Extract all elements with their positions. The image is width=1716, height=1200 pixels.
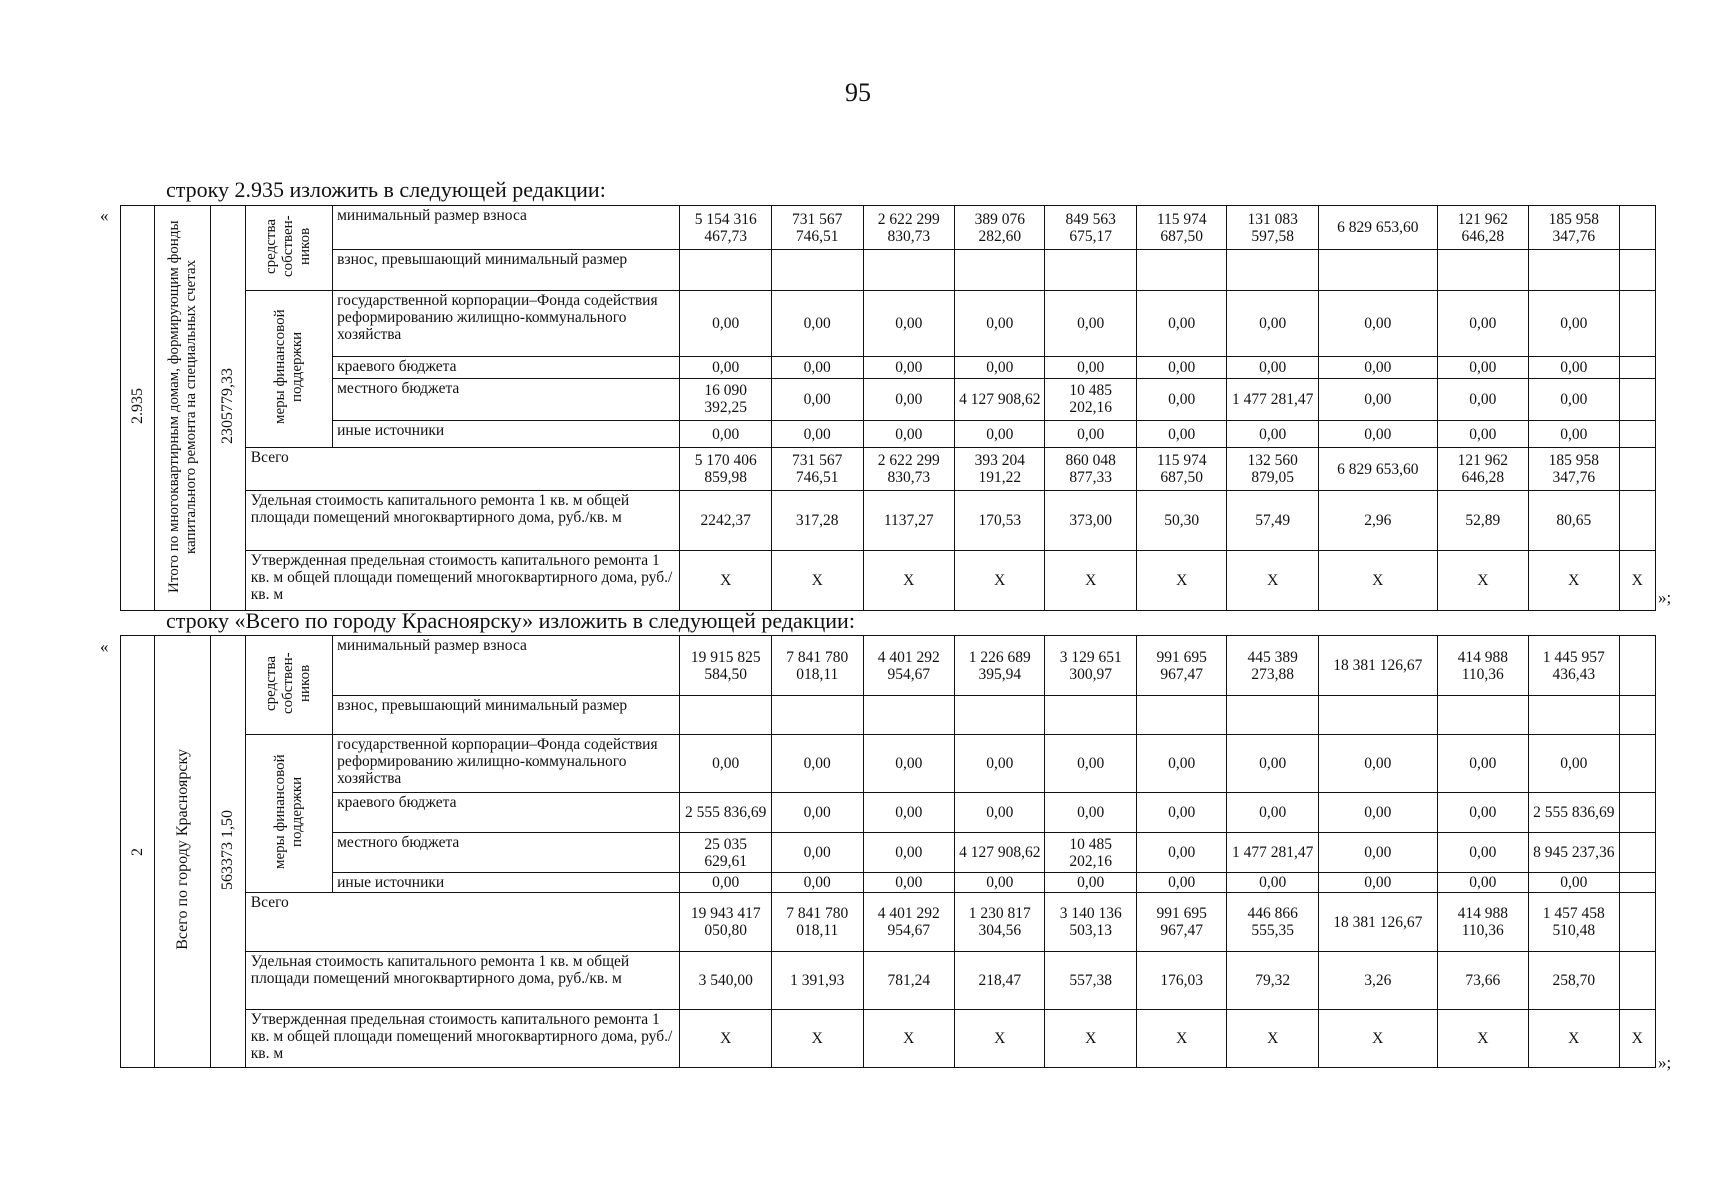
value-cell: 4 401 292 954,67 <box>863 636 955 696</box>
value-cell: X <box>680 551 772 611</box>
value-cell: 3,26 <box>1318 952 1437 1010</box>
value-cell: 10 485 202,16 <box>1045 833 1137 873</box>
value-cell: 0,00 <box>1529 873 1619 893</box>
value-cell: 0,00 <box>680 735 772 793</box>
value-cell: 1 445 957 436,43 <box>1529 636 1619 696</box>
value-cell: 1 226 689 395,94 <box>955 636 1045 696</box>
value-cell <box>1619 735 1655 793</box>
regional-label: краевого бюджета <box>333 793 680 833</box>
value-cell: 121 962 646,28 <box>1437 206 1529 250</box>
local-label: местного бюджета <box>333 378 680 421</box>
own-funds-cell <box>245 206 332 291</box>
value-cell: 0,00 <box>771 357 863 378</box>
table-row-other <box>121 421 1656 448</box>
value-cell <box>1529 696 1619 735</box>
value-cell: 0,00 <box>955 735 1045 793</box>
value-cell: 0,00 <box>1318 735 1437 793</box>
value-cell: 4 401 292 954,67 <box>863 893 955 952</box>
row-number: 2.935 <box>128 388 146 424</box>
value-cell <box>1619 250 1655 291</box>
table-row-over-min <box>121 250 1656 291</box>
value-cell <box>1318 696 1437 735</box>
value-cell <box>1619 421 1655 448</box>
value-cell: X <box>955 1010 1045 1068</box>
value-cell <box>1619 636 1655 696</box>
table-row-unit-cost <box>121 491 1656 551</box>
value-cell: 0,00 <box>1227 793 1319 833</box>
value-cell: 8 945 237,36 <box>1529 833 1619 873</box>
value-cell: 0,00 <box>1437 421 1529 448</box>
value-cell <box>1619 378 1655 421</box>
value-cell: 0,00 <box>955 291 1045 357</box>
page-number: 95 <box>845 78 871 107</box>
local-label: местного бюджета <box>333 833 680 873</box>
table-row-min-fee <box>121 636 1656 696</box>
value-cell: 0,00 <box>1318 873 1437 893</box>
over-min-label: взнос, превышающий минимальный размер <box>333 696 680 735</box>
value-cell: 7 841 780 018,11 <box>771 636 863 696</box>
value-cell: 0,00 <box>1137 378 1227 421</box>
value-cell <box>863 250 955 291</box>
unit-cost-label: Удельная стоимость капитального ремонта 1 кв. м общей площади помещений многоквартирного дома, руб./кв. м <box>245 952 680 1010</box>
value-cell: 0,00 <box>1437 833 1529 873</box>
value-cell: 0,00 <box>1529 291 1619 357</box>
over-min-label: взнос, превышающий минимальный размер <box>333 250 680 291</box>
value-cell <box>1227 696 1319 735</box>
value-cell: 445 389 273,88 <box>1227 636 1319 696</box>
value-cell: 0,00 <box>863 833 955 873</box>
value-cell: 0,00 <box>1318 357 1437 378</box>
value-cell: 0,00 <box>955 793 1045 833</box>
value-cell: 18 381 126,67 <box>1318 636 1437 696</box>
value-cell: 0,00 <box>771 735 863 793</box>
value-cell: 2 555 836,69 <box>680 793 772 833</box>
value-cell: X <box>1318 1010 1437 1068</box>
value-cell: 0,00 <box>1318 421 1437 448</box>
table-row-total <box>121 893 1656 952</box>
value-cell <box>1619 873 1655 893</box>
value-cell: 849 563 675,17 <box>1045 206 1137 250</box>
value-cell: X <box>771 1010 863 1068</box>
table-row-min-fee <box>121 206 1656 250</box>
value-cell: X <box>1529 551 1619 611</box>
value-cell: 16 090 392,25 <box>680 378 772 421</box>
table-row-2935 <box>120 205 1656 611</box>
row-number: 2 <box>128 848 146 856</box>
value-cell: 0,00 <box>680 873 772 893</box>
value-cell: 0,00 <box>1318 833 1437 873</box>
value-cell: 121 962 646,28 <box>1437 448 1529 491</box>
value-cell: 6 829 653,60 <box>1318 448 1437 491</box>
value-cell <box>1045 250 1137 291</box>
quote-open-2: « <box>100 637 109 656</box>
support-cell <box>245 735 332 893</box>
value-cell: 79,32 <box>1227 952 1319 1010</box>
value-cell: 0,00 <box>863 291 955 357</box>
value-cell <box>771 696 863 735</box>
value-cell <box>680 250 772 291</box>
value-cell: 0,00 <box>771 873 863 893</box>
value-cell: 18 381 126,67 <box>1318 893 1437 952</box>
table-row-unit-cost <box>121 952 1656 1010</box>
value-cell: 0,00 <box>863 421 955 448</box>
value-cell: 0,00 <box>863 378 955 421</box>
value-cell: 860 048 877,33 <box>1045 448 1137 491</box>
value-cell: X <box>1045 551 1137 611</box>
value-cell <box>1137 696 1227 735</box>
value-cell: 80,65 <box>1529 491 1619 551</box>
value-cell: X <box>680 1010 772 1068</box>
row-title-cell <box>155 636 211 1068</box>
table-row-local <box>121 378 1656 421</box>
area-value: 2305779,33 <box>219 368 237 444</box>
value-cell <box>1529 250 1619 291</box>
value-cell: 0,00 <box>680 291 772 357</box>
value-cell: 2,96 <box>1318 491 1437 551</box>
value-cell: 0,00 <box>771 793 863 833</box>
value-cell: 0,00 <box>1137 421 1227 448</box>
value-cell: 781,24 <box>863 952 955 1010</box>
value-cell: 6 829 653,60 <box>1318 206 1437 250</box>
table-row-other <box>121 873 1656 893</box>
value-cell: 19 915 825 584,50 <box>680 636 772 696</box>
value-cell: X <box>863 1010 955 1068</box>
value-cell: 0,00 <box>1437 735 1529 793</box>
value-cell: 132 560 879,05 <box>1227 448 1319 491</box>
value-cell <box>1619 833 1655 873</box>
table-city-total <box>120 635 1656 1068</box>
value-cell <box>1318 250 1437 291</box>
value-cell: 0,00 <box>1529 735 1619 793</box>
support-label: меры финансовой поддержки <box>271 754 305 869</box>
value-cell: 52,89 <box>1437 491 1529 551</box>
value-cell: 0,00 <box>1137 873 1227 893</box>
row-title: Итого по многоквартирным домам, формирующим фонды капитального ремонта на специальных счетах <box>165 219 199 593</box>
value-cell: 991 695 967,47 <box>1137 636 1227 696</box>
value-cell: 2 622 299 830,73 <box>863 206 955 250</box>
value-cell: X <box>863 551 955 611</box>
value-cell <box>1619 696 1655 735</box>
support-label: меры финансовой поддержки <box>271 309 305 425</box>
total-label: Всего <box>245 448 680 491</box>
table-row-regional <box>121 357 1656 378</box>
value-cell: 414 988 110,36 <box>1437 893 1529 952</box>
value-cell: 19 943 417 050,80 <box>680 893 772 952</box>
value-cell <box>1619 291 1655 357</box>
value-cell: 1 457 458 510,48 <box>1529 893 1619 952</box>
value-cell: 1 477 281,47 <box>1227 378 1319 421</box>
value-cell: 0,00 <box>863 735 955 793</box>
row-number-cell <box>121 206 155 611</box>
table-row-fund <box>121 291 1656 357</box>
value-cell: 0,00 <box>955 357 1045 378</box>
value-cell: 258,70 <box>1529 952 1619 1010</box>
value-cell <box>1619 448 1655 491</box>
other-label: иные источники <box>333 421 680 448</box>
value-cell: X <box>1318 551 1437 611</box>
value-cell: 25 035 629,61 <box>680 833 772 873</box>
value-cell: 0,00 <box>1227 873 1319 893</box>
value-cell: 0,00 <box>863 357 955 378</box>
own-funds-label: средства собствен-ников <box>263 652 314 714</box>
limit-cost-label: Утвержденная предельная стоимость капитального ремонта 1 кв. м общей площади помещений многоквартирного дома, руб./кв. м <box>245 1010 680 1068</box>
value-cell: 0,00 <box>863 793 955 833</box>
quote-close-1: »; <box>1658 588 1672 607</box>
value-cell: 185 958 347,76 <box>1529 448 1619 491</box>
support-cell <box>245 291 332 448</box>
value-cell: X <box>1619 1010 1655 1068</box>
regional-label: краевого бюджета <box>333 357 680 378</box>
area-cell <box>211 206 245 611</box>
value-cell: 0,00 <box>771 291 863 357</box>
value-cell: X <box>1227 1010 1319 1068</box>
value-cell: 991 695 967,47 <box>1137 893 1227 952</box>
value-cell: 0,00 <box>1318 291 1437 357</box>
value-cell: 0,00 <box>771 421 863 448</box>
value-cell <box>1437 250 1529 291</box>
table-row-limit-cost <box>121 551 1656 611</box>
value-cell <box>955 250 1045 291</box>
value-cell: 0,00 <box>1318 793 1437 833</box>
value-cell: 5 170 406 859,98 <box>680 448 772 491</box>
row-number-cell <box>121 636 155 1068</box>
value-cell: 0,00 <box>1318 378 1437 421</box>
value-cell: 131 083 597,58 <box>1227 206 1319 250</box>
value-cell: 115 974 687,50 <box>1137 206 1227 250</box>
value-cell: 170,53 <box>955 491 1045 551</box>
value-cell: X <box>1137 1010 1227 1068</box>
value-cell: 0,00 <box>1045 735 1137 793</box>
value-cell <box>1227 250 1319 291</box>
value-cell: X <box>955 551 1045 611</box>
value-cell: 185 958 347,76 <box>1529 206 1619 250</box>
table-row-regional <box>121 793 1656 833</box>
fund-label: государственной корпорации–Фонда содействия реформированию жилищно-коммунального хозяйства <box>333 291 680 357</box>
own-funds-label: средства собствен-ников <box>263 215 314 277</box>
value-cell: 3 129 651 300,97 <box>1045 636 1137 696</box>
value-cell: 0,00 <box>1437 291 1529 357</box>
min-fee-label: минимальный размер взноса <box>333 636 680 696</box>
value-cell: 3 140 136 503,13 <box>1045 893 1137 952</box>
own-funds-cell <box>245 636 332 735</box>
value-cell: 1 391,93 <box>771 952 863 1010</box>
value-cell <box>1437 696 1529 735</box>
value-cell: 0,00 <box>1045 793 1137 833</box>
value-cell: 0,00 <box>1227 735 1319 793</box>
row-title-cell <box>155 206 211 611</box>
value-cell <box>680 696 772 735</box>
value-cell: 393 204 191,22 <box>955 448 1045 491</box>
table-row-fund <box>121 735 1656 793</box>
value-cell: 1 477 281,47 <box>1227 833 1319 873</box>
value-cell: 0,00 <box>863 873 955 893</box>
value-cell: 0,00 <box>1045 291 1137 357</box>
value-cell: X <box>1137 551 1227 611</box>
value-cell: 0,00 <box>1137 735 1227 793</box>
value-cell: 2 555 836,69 <box>1529 793 1619 833</box>
value-cell: 0,00 <box>1137 291 1227 357</box>
value-cell: 0,00 <box>955 873 1045 893</box>
value-cell: X <box>1437 551 1529 611</box>
row-title: Всего по городу Красноярску <box>173 749 191 950</box>
value-cell: 731 567 746,51 <box>771 448 863 491</box>
value-cell: 4 127 908,62 <box>955 378 1045 421</box>
unit-cost-label: Удельная стоимость капитального ремонта 1 кв. м общей площади помещений многоквартирного дома, руб./кв. м <box>245 491 680 551</box>
value-cell <box>1619 206 1655 250</box>
value-cell: 557,38 <box>1045 952 1137 1010</box>
value-cell: 0,00 <box>1437 357 1529 378</box>
value-cell: 0,00 <box>1529 357 1619 378</box>
value-cell <box>1137 250 1227 291</box>
area-value: 563373 1,50 <box>219 809 237 890</box>
value-cell: 317,28 <box>771 491 863 551</box>
value-cell: 4 127 908,62 <box>955 833 1045 873</box>
value-cell: 57,49 <box>1227 491 1319 551</box>
value-cell: X <box>1619 551 1655 611</box>
value-cell: 2242,37 <box>680 491 772 551</box>
table-row-over-min <box>121 696 1656 735</box>
value-cell <box>1619 491 1655 551</box>
caption-city-total: строку «Всего по городу Красноярску» изложить в следующей редакции: <box>166 608 855 633</box>
value-cell: 218,47 <box>955 952 1045 1010</box>
value-cell: 0,00 <box>1137 833 1227 873</box>
value-cell: 731 567 746,51 <box>771 206 863 250</box>
caption-row-2935: строку 2.935 изложить в следующей редакции: <box>166 177 606 202</box>
other-label: иные источники <box>333 873 680 893</box>
value-cell: 1 230 817 304,56 <box>955 893 1045 952</box>
value-cell: 0,00 <box>771 378 863 421</box>
value-cell <box>1619 952 1655 1010</box>
fund-label: государственной корпорации–Фонда содействия реформированию жилищно-коммунального хозяйства <box>333 735 680 793</box>
value-cell: 0,00 <box>771 833 863 873</box>
value-cell: 0,00 <box>1137 357 1227 378</box>
total-label: Всего <box>245 893 680 952</box>
quote-open-1: « <box>100 206 109 225</box>
value-cell: 0,00 <box>1045 357 1137 378</box>
value-cell: 0,00 <box>680 421 772 448</box>
value-cell: X <box>771 551 863 611</box>
value-cell <box>1619 793 1655 833</box>
value-cell: 0,00 <box>1045 873 1137 893</box>
value-cell: 73,66 <box>1437 952 1529 1010</box>
value-cell: 7 841 780 018,11 <box>771 893 863 952</box>
value-cell <box>1619 893 1655 952</box>
value-cell: 0,00 <box>1227 421 1319 448</box>
value-cell: 2 622 299 830,73 <box>863 448 955 491</box>
value-cell: 3 540,00 <box>680 952 772 1010</box>
min-fee-label: минимальный размер взноса <box>333 206 680 250</box>
value-cell: 0,00 <box>1045 421 1137 448</box>
area-cell <box>211 636 245 1068</box>
quote-close-2: »; <box>1658 1053 1672 1072</box>
value-cell: 0,00 <box>1437 873 1529 893</box>
value-cell: 414 988 110,36 <box>1437 636 1529 696</box>
limit-cost-label: Утвержденная предельная стоимость капитального ремонта 1 кв. м общей площади помещений многоквартирного дома, руб./кв. м <box>245 551 680 611</box>
value-cell: 0,00 <box>680 357 772 378</box>
value-cell: 176,03 <box>1137 952 1227 1010</box>
value-cell: 446 866 555,35 <box>1227 893 1319 952</box>
value-cell: 373,00 <box>1045 491 1137 551</box>
value-cell: X <box>1227 551 1319 611</box>
value-cell: 0,00 <box>1529 421 1619 448</box>
value-cell: 0,00 <box>1137 793 1227 833</box>
value-cell <box>1045 696 1137 735</box>
value-cell: 10 485 202,16 <box>1045 378 1137 421</box>
value-cell: 0,00 <box>955 421 1045 448</box>
value-cell: 50,30 <box>1137 491 1227 551</box>
value-cell <box>1619 357 1655 378</box>
value-cell: X <box>1529 1010 1619 1068</box>
value-cell: 5 154 316 467,73 <box>680 206 772 250</box>
value-cell: 0,00 <box>1529 378 1619 421</box>
value-cell: 1137,27 <box>863 491 955 551</box>
value-cell: X <box>1437 1010 1529 1068</box>
table-row-local <box>121 833 1656 873</box>
table-row-total <box>121 448 1656 491</box>
value-cell: 0,00 <box>1227 357 1319 378</box>
value-cell: 115 974 687,50 <box>1137 448 1227 491</box>
value-cell: 0,00 <box>1437 378 1529 421</box>
value-cell: X <box>1045 1010 1137 1068</box>
value-cell: 0,00 <box>1437 793 1529 833</box>
value-cell: 0,00 <box>1227 291 1319 357</box>
value-cell: 389 076 282,60 <box>955 206 1045 250</box>
value-cell <box>863 696 955 735</box>
value-cell <box>771 250 863 291</box>
value-cell <box>955 696 1045 735</box>
table-row-limit-cost <box>121 1010 1656 1068</box>
